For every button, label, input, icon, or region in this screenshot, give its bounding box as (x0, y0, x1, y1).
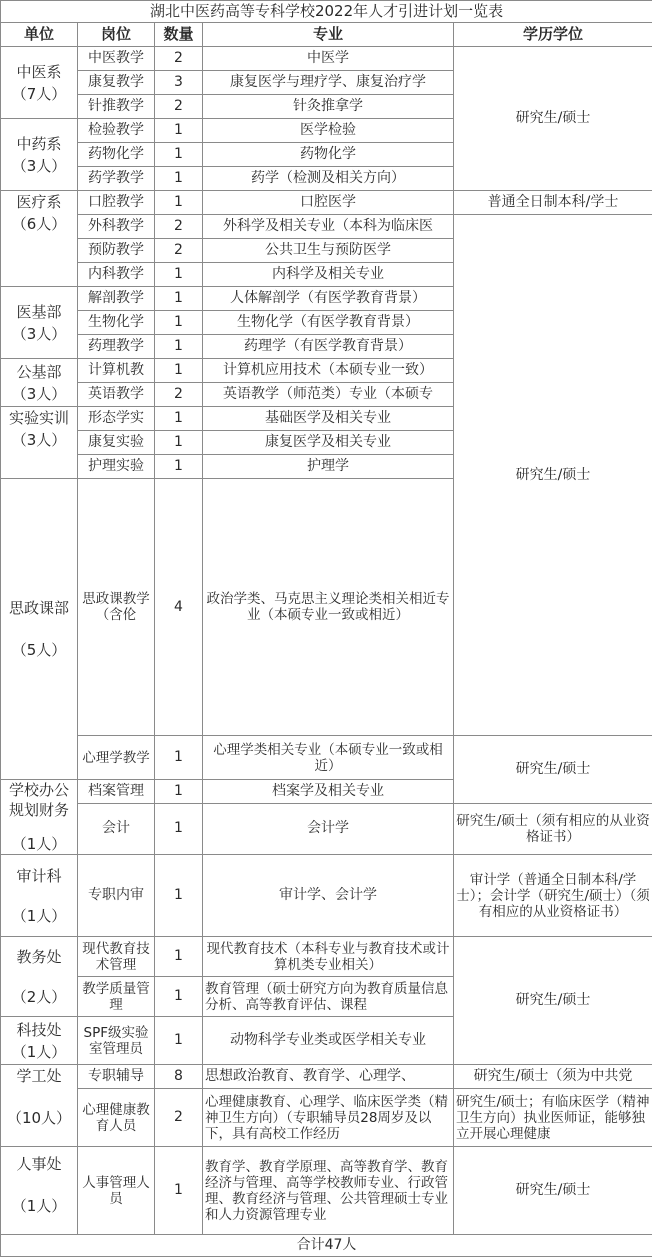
count-cell: 2 (155, 95, 203, 119)
unit-cell (1, 1065, 78, 1147)
major-cell: 护理学 (203, 455, 454, 479)
count-cell: 3 (155, 71, 203, 95)
unit-count: （10人） (3, 1107, 75, 1129)
count-cell: 1 (155, 191, 203, 215)
table-row (1, 215, 652, 239)
position-cell: 英语教学 (78, 383, 155, 407)
header-degree: 学历学位 (454, 23, 652, 47)
major-cell: 外科学及相关专业（本科为临床医 (203, 215, 454, 239)
major-cell: 心理学类相关专业（本硕专业一致或相近） (203, 736, 454, 780)
degree-cell: 审计学（普通全日制本科/学士）；会计学（研究生/硕士）（须有相应的从业资格证书） (454, 855, 652, 937)
position-cell: 教学质量管理 (78, 977, 155, 1017)
table-row (1, 736, 652, 780)
unit-count: （3人） (3, 429, 75, 451)
major-cell: 内科学及相关专业 (203, 263, 454, 287)
position-cell: 预防教学 (78, 239, 155, 263)
count-cell: 1 (155, 263, 203, 287)
position-cell: 康复实验 (78, 431, 155, 455)
position-cell: 外科教学 (78, 215, 155, 239)
unit-name: 中药系 (3, 133, 75, 155)
position-cell: SPF级实验室管理员 (78, 1017, 155, 1065)
degree-cell: 研究生/硕士 (454, 215, 652, 736)
position-cell: 中医教学 (78, 47, 155, 71)
position-cell: 计算机教 (78, 359, 155, 383)
unit-name: 审计科 (3, 865, 75, 887)
unit-name: 科技处 (3, 1019, 75, 1041)
count-cell: 1 (155, 287, 203, 311)
position-cell: 解剖教学 (78, 287, 155, 311)
unit-name: 实验实训 (3, 407, 75, 429)
position-cell: 心理学教学 (78, 736, 155, 780)
count-cell: 1 (155, 736, 203, 780)
table-row (1, 855, 652, 937)
unit-cell (1, 855, 78, 937)
position-cell: 康复教学 (78, 71, 155, 95)
major-cell: 药学（检测及相关方向） (203, 167, 454, 191)
count-cell: 1 (155, 803, 203, 854)
table-row (1, 191, 652, 215)
degree-cell: 研究生/硕士（须有相应的从业资格证书） (454, 803, 652, 854)
header-major: 专业 (203, 23, 454, 47)
major-cell: 公共卫生与预防医学 (203, 239, 454, 263)
position-cell: 形态学实 (78, 407, 155, 431)
major-cell: 英语教学（师范类）专业（本硕专 (203, 383, 454, 407)
count-cell: 2 (155, 383, 203, 407)
unit-name: 教务处 (3, 946, 75, 968)
major-cell: 心理健康教育、心理学、临床医学类（精神卫生方向）（专职辅导员28周岁及以下，具有高校工作经历 (203, 1089, 454, 1147)
count-cell: 4 (155, 479, 203, 736)
header-count: 数量 (155, 23, 203, 47)
count-cell: 2 (155, 47, 203, 71)
unit-count: （1人） (3, 1041, 75, 1063)
unit-cell (1, 359, 78, 407)
unit-cell (1, 191, 78, 287)
major-cell: 药物化学 (203, 143, 454, 167)
major-cell: 政治学类、马克思主义理论类相关相近专业（本硕专业一致或相近） (203, 479, 454, 736)
unit-cell (1, 119, 78, 191)
count-cell: 1 (155, 855, 203, 937)
count-cell: 1 (155, 359, 203, 383)
table-row (1, 803, 652, 854)
unit-name: 公基部 (3, 361, 75, 383)
unit-name: 中医系 (3, 61, 75, 83)
unit-count: （3人） (3, 155, 75, 177)
position-cell: 内科教学 (78, 263, 155, 287)
position-cell: 生物化学 (78, 311, 155, 335)
count-cell: 1 (155, 143, 203, 167)
count-cell: 1 (155, 937, 203, 977)
total-cell: 合计47人 (1, 1235, 652, 1257)
position-cell: 口腔教学 (78, 191, 155, 215)
major-cell: 生物化学（有医学教育背景） (203, 311, 454, 335)
unit-cell (1, 287, 78, 359)
unit-name: 人事处 (3, 1153, 75, 1175)
unit-cell (1, 407, 78, 479)
unit-cell (1, 780, 78, 855)
count-cell: 1 (155, 167, 203, 191)
unit-count: （3人） (3, 323, 75, 345)
unit-count: （6人） (3, 213, 75, 235)
position-cell: 思政课教学（含伦 (78, 479, 155, 736)
major-cell: 医学检验 (203, 119, 454, 143)
unit-name: 医疗系 (3, 191, 75, 213)
count-cell: 1 (155, 119, 203, 143)
position-cell: 药学教学 (78, 167, 155, 191)
unit-count: （5人） (3, 639, 75, 661)
position-cell: 专职辅导 (78, 1065, 155, 1089)
unit-name: 学工处 (3, 1065, 75, 1087)
major-cell: 审计学、会计学 (203, 855, 454, 937)
count-cell: 1 (155, 977, 203, 1017)
degree-cell: 研究生/硕士 (454, 47, 652, 191)
major-cell: 针灸推拿学 (203, 95, 454, 119)
unit-cell (1, 47, 78, 119)
degree-cell: 研究生/硕士 (454, 1147, 652, 1235)
degree-cell: 研究生/硕士 (454, 736, 652, 804)
unit-cell (1, 937, 78, 1017)
major-cell: 档案学及相关专业 (203, 780, 454, 804)
degree-cell: 研究生/硕士；有临床医学（精神卫生方向）执业医师证，能够独立开展心理健康 (454, 1089, 652, 1147)
unit-name: 思政课部 (3, 597, 75, 619)
major-cell: 人体解剖学（有医学教育背景） (203, 287, 454, 311)
major-cell: 中医学 (203, 47, 454, 71)
unit-name: 学校办公 (3, 780, 75, 800)
table-row (1, 47, 652, 71)
table-row (1, 1065, 652, 1089)
position-cell: 药物化学 (78, 143, 155, 167)
major-cell: 现代教育技术（本科专业与教育技术或计算机类专业相关） (203, 937, 454, 977)
major-cell: 会计学 (203, 803, 454, 854)
count-cell: 1 (155, 780, 203, 804)
count-cell: 2 (155, 239, 203, 263)
major-cell: 药理学（有医学教育背景） (203, 335, 454, 359)
position-cell: 档案管理 (78, 780, 155, 804)
position-cell: 护理实验 (78, 455, 155, 479)
unit-count: （1人） (3, 1195, 75, 1217)
table-row (1, 1089, 652, 1147)
count-cell: 1 (155, 1147, 203, 1235)
header-unit: 单位 (1, 23, 78, 47)
position-cell: 检验教学 (78, 119, 155, 143)
major-cell: 思想政治教育、教育学、心理学、 (203, 1065, 454, 1089)
position-cell: 会计 (78, 803, 155, 854)
count-cell: 2 (155, 1089, 203, 1147)
major-cell: 教育学、教育学原理、高等教育学、教育经济与管理、高等学校教师专业、行政管理、教育经济与管理、公共管理硕士专业和人力资源管理专业 (203, 1147, 454, 1235)
position-cell: 针推教学 (78, 95, 155, 119)
table-title: 湖北中医药高等专科学校2022年人才引进计划一览表 (1, 1, 652, 23)
major-cell: 计算机应用技术（本硕专业一致） (203, 359, 454, 383)
position-cell: 药理教学 (78, 335, 155, 359)
degree-cell: 普通全日制本科/学士 (454, 191, 652, 215)
table-row (1, 937, 652, 977)
major-cell: 康复医学与理疗学、康复治疗学 (203, 71, 454, 95)
total-row (1, 1235, 652, 1257)
unit-count: （3人） (3, 383, 75, 405)
count-cell: 1 (155, 407, 203, 431)
header-position: 岗位 (78, 23, 155, 47)
major-cell: 动物科学专业类或医学相关专业 (203, 1017, 454, 1065)
unit-count: （1人） (3, 905, 75, 927)
unit-cell (1, 1017, 78, 1065)
unit-name: 医基部 (3, 301, 75, 323)
table-row (1, 1147, 652, 1235)
position-cell: 现代教育技术管理 (78, 937, 155, 977)
count-cell: 1 (155, 455, 203, 479)
count-cell: 1 (155, 335, 203, 359)
major-cell: 基础医学及相关专业 (203, 407, 454, 431)
major-cell: 康复医学及相关专业 (203, 431, 454, 455)
count-cell: 1 (155, 311, 203, 335)
count-cell: 1 (155, 431, 203, 455)
unit-count: （7人） (3, 83, 75, 105)
count-cell: 8 (155, 1065, 203, 1089)
unit-cell (1, 479, 78, 780)
unit-count: （1人） (3, 834, 75, 854)
count-cell: 1 (155, 1017, 203, 1065)
major-cell: 教育管理（硕士研究方向为教育质量信息分析、高等教育评估、课程 (203, 977, 454, 1017)
degree-cell: 研究生/硕士 (454, 937, 652, 1065)
position-cell: 人事管理人员 (78, 1147, 155, 1235)
major-cell: 口腔医学 (203, 191, 454, 215)
degree-cell: 研究生/硕士（须为中共党 (454, 1065, 652, 1089)
unit-cell (1, 1147, 78, 1235)
unit-name-2: 规划财务 (3, 800, 75, 820)
position-cell: 专职内审 (78, 855, 155, 937)
count-cell: 2 (155, 215, 203, 239)
position-cell: 心理健康教育人员 (78, 1089, 155, 1147)
unit-count: （2人） (3, 986, 75, 1008)
